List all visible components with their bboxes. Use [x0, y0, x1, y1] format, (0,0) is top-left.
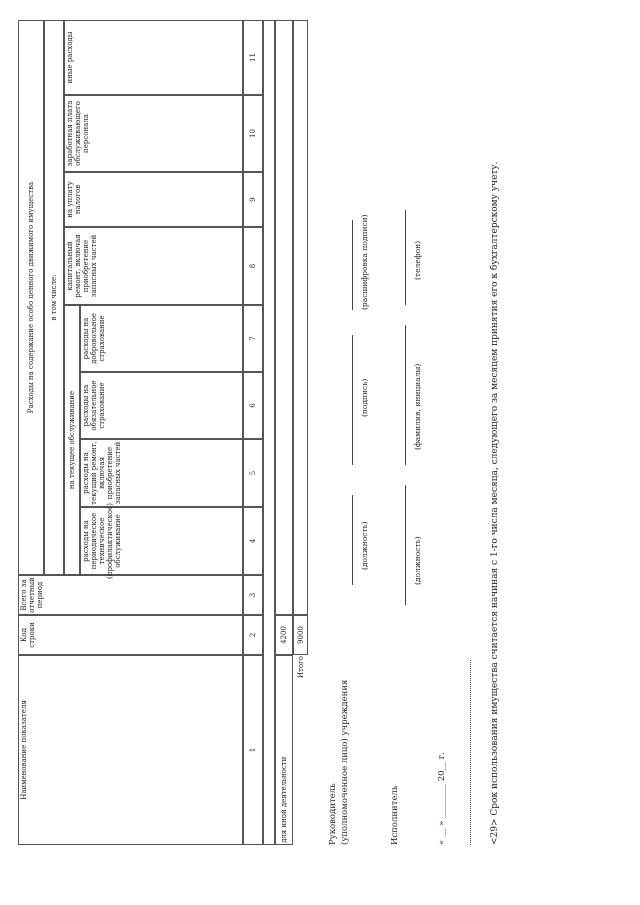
table-row-empty [263, 20, 275, 845]
header-total: Всего за отчетный период [18, 575, 243, 615]
row-total-label: Итого [296, 656, 305, 679]
executor-phone-caption: (телефон) [413, 240, 422, 280]
position-line [352, 495, 353, 585]
executor-position-caption: (должность) [413, 536, 422, 585]
executor-label: Исполнитель [390, 785, 400, 845]
signature-line [352, 335, 353, 465]
head-sublabel: (уполномоченное лицо) учреждения [340, 679, 350, 845]
col-number: 7 [243, 305, 263, 372]
row-code: 4200 [275, 615, 293, 655]
col-number: 5 [243, 439, 263, 507]
executor-name-caption: (фамилия, инициалы) [413, 363, 422, 450]
expenses-table [18, 20, 308, 845]
executor-phone-line [405, 210, 406, 305]
header-col6: расходы на обязательное страхование [80, 372, 243, 439]
footnote-separator [470, 660, 471, 845]
row-values [293, 20, 308, 615]
executor-position-line [405, 485, 406, 605]
header-name: Наименование показателя [18, 655, 243, 845]
col-number: 8 [243, 227, 263, 305]
header-col5: расходы на текущий ремонт, включая приобретение запасных частей [80, 439, 243, 507]
decoding-line [352, 220, 353, 310]
head-label: Руководитель [328, 783, 338, 845]
col-number: 9 [243, 172, 263, 227]
footnote: <29> Срок использования имущества считается начиная с 1-го числа месяца, следующего за месяцем принятия его к бухгалтерскому учету. [490, 161, 500, 845]
col-number: 10 [243, 95, 263, 172]
header-col10: заработная плата обслуживающего персонала [64, 95, 243, 172]
executor-name-line [405, 325, 406, 465]
decoding-caption: (расшифровка подписи) [360, 214, 369, 310]
header-col11: иные расходы [64, 20, 243, 95]
date-field: « __ » ________ 20__ г. [437, 752, 447, 845]
header-incl: в том числе: [44, 20, 64, 575]
col-number: 1 [243, 655, 263, 845]
col-number: 11 [243, 20, 263, 95]
header-col7: расходы на добровольное страхование [80, 305, 243, 372]
header-expenses-group: Расходы на содержание особо ценного движимого имущества [18, 20, 44, 575]
header-current-service: на текущее обслуживание [64, 305, 80, 575]
position-caption: (должность) [360, 521, 369, 570]
col-number: 3 [243, 575, 263, 615]
signature-caption: (подпись) [360, 378, 369, 417]
col-number: 6 [243, 372, 263, 439]
header-col9: на уплату налогов [64, 172, 243, 227]
header-col4: расходы на периодическое техническое (профилактическое) обслуживание [80, 507, 243, 575]
row-code: 9000 [293, 615, 308, 655]
col-number: 2 [243, 615, 263, 655]
header-code: Код строки [18, 615, 243, 655]
row-values [275, 20, 293, 615]
header-col8: капитальный ремонт, включая приобретение запасных частей [64, 227, 243, 305]
row-name: для иной деятельности [275, 655, 293, 845]
col-number: 4 [243, 507, 263, 575]
